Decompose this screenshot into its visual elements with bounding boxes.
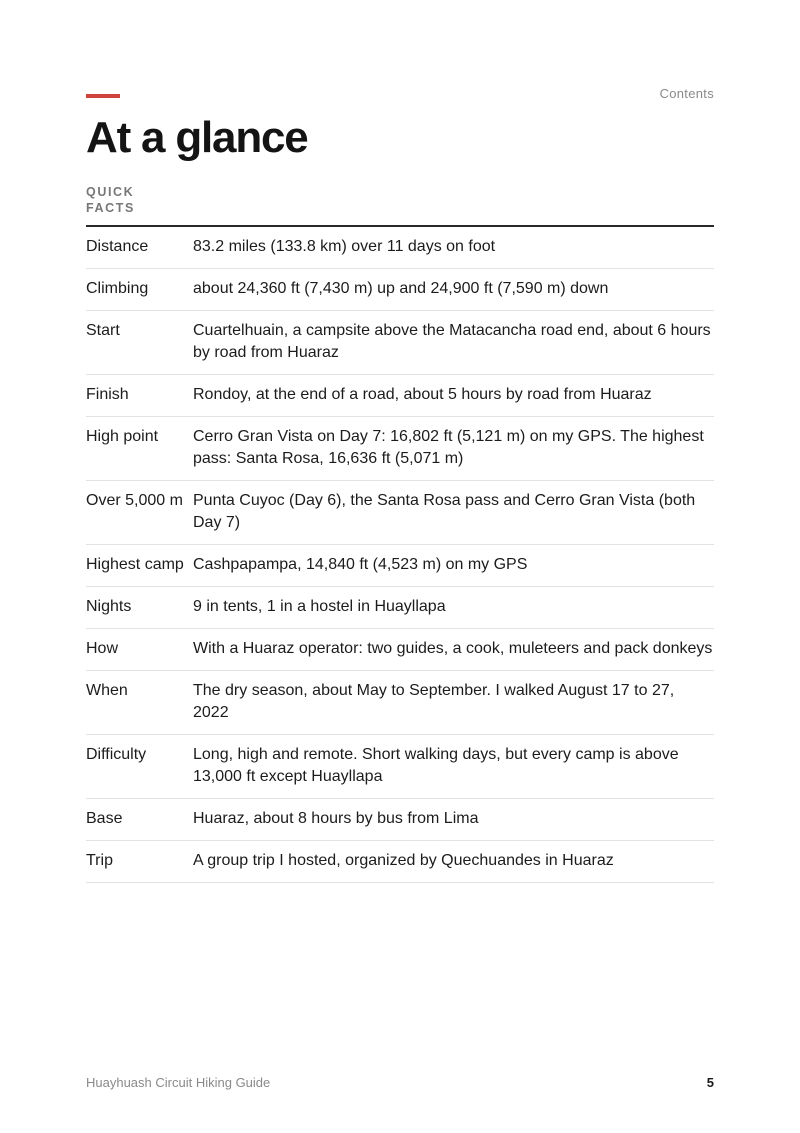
fact-label: Nights: [86, 587, 193, 629]
fact-label: High point: [86, 417, 193, 481]
fact-value: With a Huaraz operator: two guides, a cook, muleteers and pack donkeys: [193, 629, 714, 671]
fact-value: Rondoy, at the end of a road, about 5 hours by road from Huaraz: [193, 375, 714, 417]
table-row: [86, 417, 714, 481]
table-row: [86, 841, 714, 883]
page-title: At a glance: [86, 113, 308, 162]
fact-label: Trip: [86, 841, 193, 883]
table-row: [86, 269, 714, 311]
fact-value: about 24,360 ft (7,430 m) up and 24,900 ft (7,590 m) down: [193, 269, 714, 311]
fact-label: Finish: [86, 375, 193, 417]
fact-value: Huaraz, about 8 hours by bus from Lima: [193, 799, 714, 841]
fact-value: A group trip I hosted, organized by Quechuandes in Huaraz: [193, 841, 714, 883]
fact-label: Climbing: [86, 269, 193, 311]
accent-bar: [86, 94, 120, 98]
table-row: [86, 735, 714, 799]
fact-value: Cerro Gran Vista on Day 7: 16,802 ft (5,121 m) on my GPS. The highest pass: Santa Rosa, 16,636 ft (5,071 m): [193, 417, 714, 481]
table-row: [86, 375, 714, 417]
section-label: QUICK FACTS: [86, 185, 135, 215]
table-row: [86, 226, 714, 269]
fact-value: Cashpapampa, 14,840 ft (4,523 m) on my GPS: [193, 545, 714, 587]
table-row: [86, 799, 714, 841]
quick-facts-table: [86, 225, 714, 883]
fact-label: Base: [86, 799, 193, 841]
footer-book-title: Huayhuash Circuit Hiking Guide: [86, 1075, 271, 1090]
contents-link[interactable]: Contents: [659, 86, 714, 101]
table-row: [86, 481, 714, 545]
fact-value: 9 in tents, 1 in a hostel in Huayllapa: [193, 587, 714, 629]
fact-label: Highest camp: [86, 545, 193, 587]
fact-value: Cuartelhuain, a campsite above the Matacancha road end, about 6 hours by road from Huaraz: [193, 311, 714, 375]
fact-label: How: [86, 629, 193, 671]
fact-value: Long, high and remote. Short walking days, but every camp is above 13,000 ft except Huayllapa: [193, 735, 714, 799]
fact-value: 83.2 miles (133.8 km) over 11 days on foot: [193, 226, 714, 269]
fact-label: Difficulty: [86, 735, 193, 799]
fact-label: When: [86, 671, 193, 735]
table-row: [86, 671, 714, 735]
fact-value: Punta Cuyoc (Day 6), the Santa Rosa pass and Cerro Gran Vista (both Day 7): [193, 481, 714, 545]
fact-label: Distance: [86, 226, 193, 269]
fact-label: Over 5,000 m: [86, 481, 193, 545]
table-row: [86, 311, 714, 375]
table-row: [86, 545, 714, 587]
fact-label: Start: [86, 311, 193, 375]
table-row: [86, 629, 714, 671]
page-number: 5: [706, 1075, 714, 1090]
table-row: [86, 587, 714, 629]
fact-value: The dry season, about May to September. I walked August 17 to 27, 2022: [193, 671, 714, 735]
